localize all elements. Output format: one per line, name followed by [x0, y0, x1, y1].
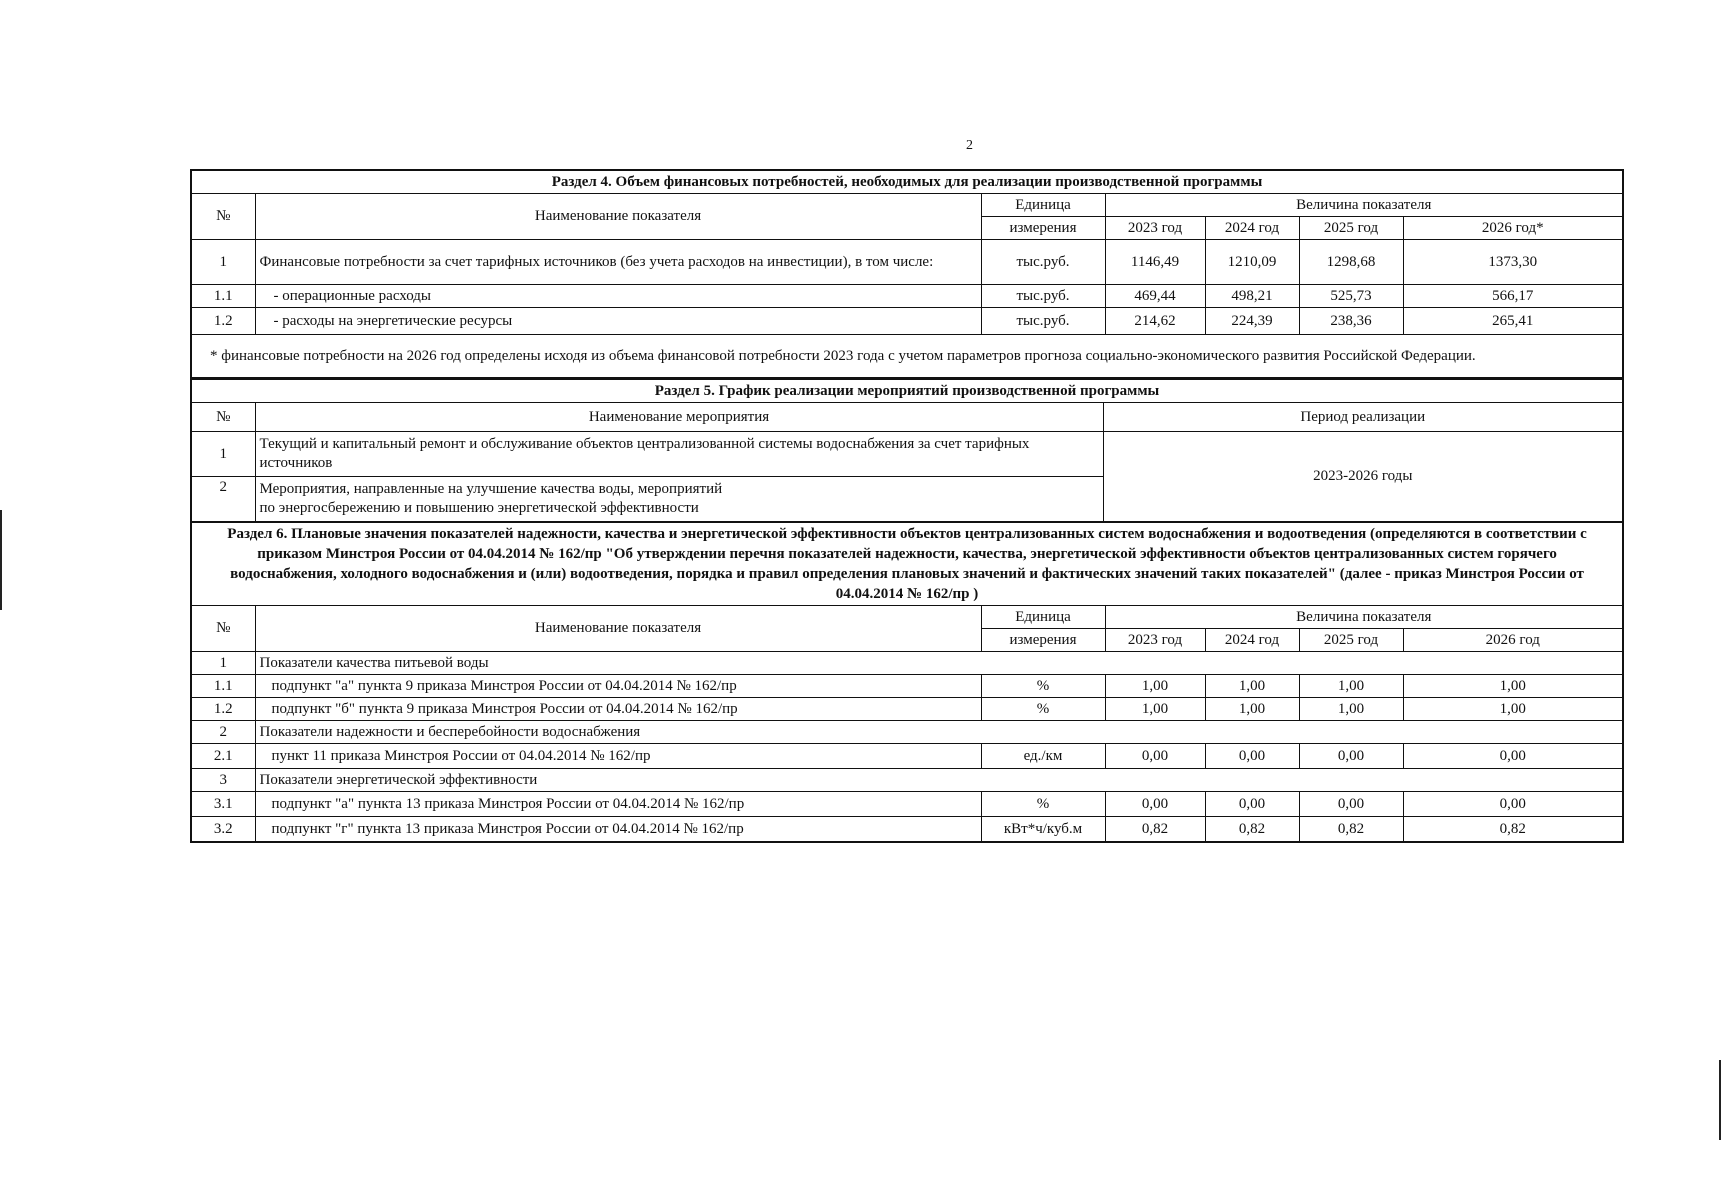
table-row [191, 675, 1623, 698]
section4-header-value-group: Величина показателя [1105, 194, 1623, 217]
row-unit: тыс.руб. [981, 308, 1105, 335]
section6-table [190, 522, 1624, 843]
section6-header-year: 2023 год [1105, 629, 1205, 652]
row-value: 0,00 [1403, 792, 1623, 817]
row-name: подпункт "а" пункта 13 приказа Минстроя России от 04.04.2014 № 162/пр [255, 792, 981, 817]
table-row [191, 721, 1623, 744]
table-row [191, 769, 1623, 792]
row-value: 238,36 [1299, 308, 1403, 335]
section6-title: Раздел 6. Плановые значения показателей надежности, качества и энергетической эффективности объектов централизованных систем водоснабжения и водоотведения (определяются в соответствии с приказом Минстроя России от 04.04.2014 № 162/пр "Об утверждении перечня показателей надежности, качества, энергетической эффективности объектов централизованных систем горячего водоснабжения, холодного водоснабжения и (или) водоотведения, порядка и правил определения плановых значений и фактических значений таких показателей" (далее - приказ Минстроя России от 04.04.2014 № 162/пр ) [191, 523, 1623, 606]
row-value: 0,00 [1299, 744, 1403, 769]
row-value: 0,82 [1299, 817, 1403, 843]
row-num: 1.1 [191, 675, 255, 698]
table-row [191, 792, 1623, 817]
row-value: 0,82 [1105, 817, 1205, 843]
section6-header-name: Наименование показателя [255, 606, 981, 652]
section6-header-unit-line1: Единица [981, 606, 1105, 629]
section4-header-unit-line1: Единица [981, 194, 1105, 217]
row-num: 1 [191, 240, 255, 285]
row-value: 525,73 [1299, 285, 1403, 308]
section5-period: 2023-2026 годы [1103, 432, 1623, 522]
section4-header-num: № [191, 194, 255, 240]
row-name [255, 477, 1103, 522]
row-unit: ед./км [981, 744, 1105, 769]
section5-header-name: Наименование мероприятия [255, 403, 1103, 432]
section4-title: Раздел 4. Объем финансовых потребностей, необходимых для реализации производственной программы [191, 170, 1623, 194]
table-row [191, 285, 1623, 308]
row-value: 0,00 [1205, 792, 1299, 817]
row-num: 1.2 [191, 698, 255, 721]
row-value: 1146,49 [1105, 240, 1205, 285]
row-unit: кВт*ч/куб.м [981, 817, 1105, 843]
table-row [191, 240, 1623, 285]
row-name: подпункт "г" пункта 13 приказа Минстроя России от 04.04.2014 № 162/пр [255, 817, 981, 843]
section4-header-unit-line2: измерения [981, 217, 1105, 240]
row-name-line: Мероприятия, направленные на улучшение качества воды, мероприятий [259, 481, 723, 497]
section6-header-year: 2025 год [1299, 629, 1403, 652]
row-value: 0,00 [1403, 744, 1623, 769]
table-row [191, 698, 1623, 721]
section6-header-value-group: Величина показателя [1105, 606, 1623, 629]
row-value: 1373,30 [1403, 240, 1623, 285]
section6-header-year: 2024 год [1205, 629, 1299, 652]
row-value: 1,00 [1403, 675, 1623, 698]
row-num: 1.1 [191, 285, 255, 308]
section4-header-year: 2026 год* [1403, 217, 1623, 240]
section5-table [190, 378, 1624, 522]
document-body [190, 169, 1622, 843]
row-num: 2.1 [191, 744, 255, 769]
row-unit: % [981, 698, 1105, 721]
section4-header-year: 2024 год [1205, 217, 1299, 240]
row-group-name: Показатели качества питьевой воды [255, 652, 1623, 675]
row-num: 3 [191, 769, 255, 792]
section4-header-name: Наименование показателя [255, 194, 981, 240]
row-group-name: Показатели надежности и бесперебойности водоснабжения [255, 721, 1623, 744]
row-value: 214,62 [1105, 308, 1205, 335]
row-num: 3.1 [191, 792, 255, 817]
row-name: - операционные расходы [255, 285, 981, 308]
section5-header-num: № [191, 403, 255, 432]
section4-header-year: 2025 год [1299, 217, 1403, 240]
table-row [191, 817, 1623, 843]
row-value: 265,41 [1403, 308, 1623, 335]
section6-header-unit-line2: измерения [981, 629, 1105, 652]
row-name: подпункт "б" пункта 9 приказа Минстроя России от 04.04.2014 № 162/пр [255, 698, 981, 721]
row-unit: % [981, 675, 1105, 698]
table-row [191, 744, 1623, 769]
row-value: 1,00 [1205, 698, 1299, 721]
table-row [191, 432, 1623, 477]
row-value: 0,00 [1299, 792, 1403, 817]
row-value: 1,00 [1105, 675, 1205, 698]
row-value: 224,39 [1205, 308, 1299, 335]
row-value: 1298,68 [1299, 240, 1403, 285]
row-unit: тыс.руб. [981, 240, 1105, 285]
row-name: Финансовые потребности за счет тарифных источников (без учета расходов на инвестиции), в том числе: [255, 240, 981, 285]
section5-title: Раздел 5. График реализации мероприятий производственной программы [191, 379, 1623, 403]
row-unit: тыс.руб. [981, 285, 1105, 308]
page-number: 2 [966, 138, 973, 153]
row-unit: % [981, 792, 1105, 817]
row-value: 0,00 [1105, 792, 1205, 817]
row-value: 1,00 [1299, 675, 1403, 698]
row-value: 469,44 [1105, 285, 1205, 308]
row-value: 0,82 [1205, 817, 1299, 843]
row-num: 1 [191, 652, 255, 675]
row-name: - расходы на энергетические ресурсы [255, 308, 981, 335]
row-num: 2 [191, 477, 255, 522]
row-num: 1 [191, 432, 255, 477]
section4-table [190, 169, 1624, 378]
section6-header-num: № [191, 606, 255, 652]
row-name: подпункт "а" пункта 9 приказа Минстроя России от 04.04.2014 № 162/пр [255, 675, 981, 698]
row-name-line: по энергосбережению и повышению энергетической эффективности [259, 500, 699, 516]
row-name: пункт 11 приказа Минстроя России от 04.04.2014 № 162/пр [255, 744, 981, 769]
row-value: 498,21 [1205, 285, 1299, 308]
row-name: Текущий и капитальный ремонт и обслуживание объектов централизованной системы водоснабжения за счет тарифных источников [255, 432, 1103, 477]
table-row [191, 652, 1623, 675]
row-value: 1,00 [1403, 698, 1623, 721]
row-value: 1,00 [1205, 675, 1299, 698]
row-value: 1,00 [1299, 698, 1403, 721]
row-num: 3.2 [191, 817, 255, 843]
row-value: 1210,09 [1205, 240, 1299, 285]
section4-header-year: 2023 год [1105, 217, 1205, 240]
section6-header-year: 2026 год [1403, 629, 1623, 652]
row-value: 0,00 [1205, 744, 1299, 769]
row-value: 566,17 [1403, 285, 1623, 308]
scan-edge-mark-left [0, 510, 2, 610]
row-value: 1,00 [1105, 698, 1205, 721]
row-num: 2 [191, 721, 255, 744]
row-group-name: Показатели энергетической эффективности [255, 769, 1623, 792]
row-num: 1.2 [191, 308, 255, 335]
row-value: 0,82 [1403, 817, 1623, 843]
section4-footnote: * финансовые потребности на 2026 год определены исходя из объема финансовой потребности 2023 года с учетом параметров прогноза социально-экономического развития Российской Федерации. [191, 335, 1623, 378]
table-row [191, 308, 1623, 335]
row-value: 0,00 [1105, 744, 1205, 769]
section5-header-period: Период реализации [1103, 403, 1623, 432]
